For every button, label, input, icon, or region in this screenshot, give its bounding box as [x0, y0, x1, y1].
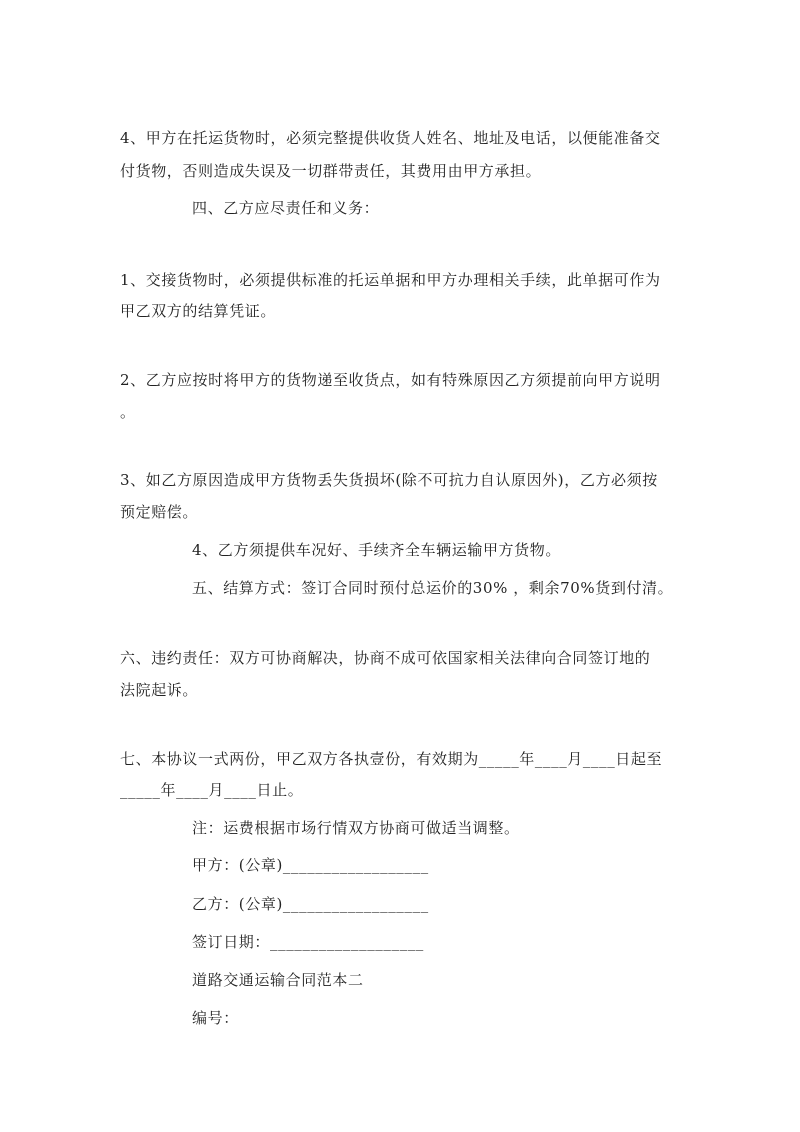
note-line: 注：运费根据市场行情双方协商可做适当调整。: [192, 819, 520, 837]
clause-b3-line1: 3、如乙方原因造成甲方货物丢失货损坏(除不可抗力自认原因外)，乙方必须按: [120, 471, 658, 489]
signing-date-line: 签订日期：___________________: [192, 933, 424, 951]
section-4-heading: 四、乙方应尽责任和义务：: [192, 199, 380, 217]
clause-b1-line2: 甲乙双方的结算凭证。: [120, 302, 277, 320]
section-5-settlement: 五、结算方式：签订合同时预付总运价的30% ，剩余70%货到付清。: [192, 579, 674, 597]
clause-b2-line2: 。: [120, 403, 136, 421]
section-7-line2: _____年____月____日止。: [120, 781, 304, 799]
party-a-signature-line: 甲方：(公章)__________________: [192, 856, 429, 874]
section-6-line2: 法院起诉。: [120, 681, 199, 699]
clause-a4-line1: 4、甲方在托运货物时，必须完整提供收货人姓名、地址及电话，以便能准备交: [120, 129, 661, 147]
clause-b4: 4、乙方须提供车况好、手续齐全车辆运输甲方货物。: [192, 541, 561, 559]
party-b-signature-line: 乙方：(公章)__________________: [192, 895, 429, 913]
template-title: 道路交通运输合同范本二: [192, 971, 364, 989]
clause-b2-line1: 2、乙方应按时将甲方的货物递至收货点，如有特殊原因乙方须提前向甲方说明: [120, 371, 661, 389]
section-7-line1: 七、本协议一式两份，甲乙双方各执壹份，有效期为_____年____月____日起至: [120, 750, 663, 768]
clause-a4-line2: 付货物，否则造成失误及一切群带责任，其费用由甲方承担。: [120, 162, 542, 180]
number-label: 编号：: [192, 1009, 239, 1027]
section-6-line1: 六、违约责任：双方可协商解决，协商不成可依国家相关法律向合同签订地的: [120, 649, 651, 667]
clause-b1-line1: 1、交接货物时，必须提供标准的托运单据和甲方办理相关手续，此单据可作为: [120, 271, 661, 289]
clause-b3-line2: 预定赔偿。: [120, 503, 199, 521]
